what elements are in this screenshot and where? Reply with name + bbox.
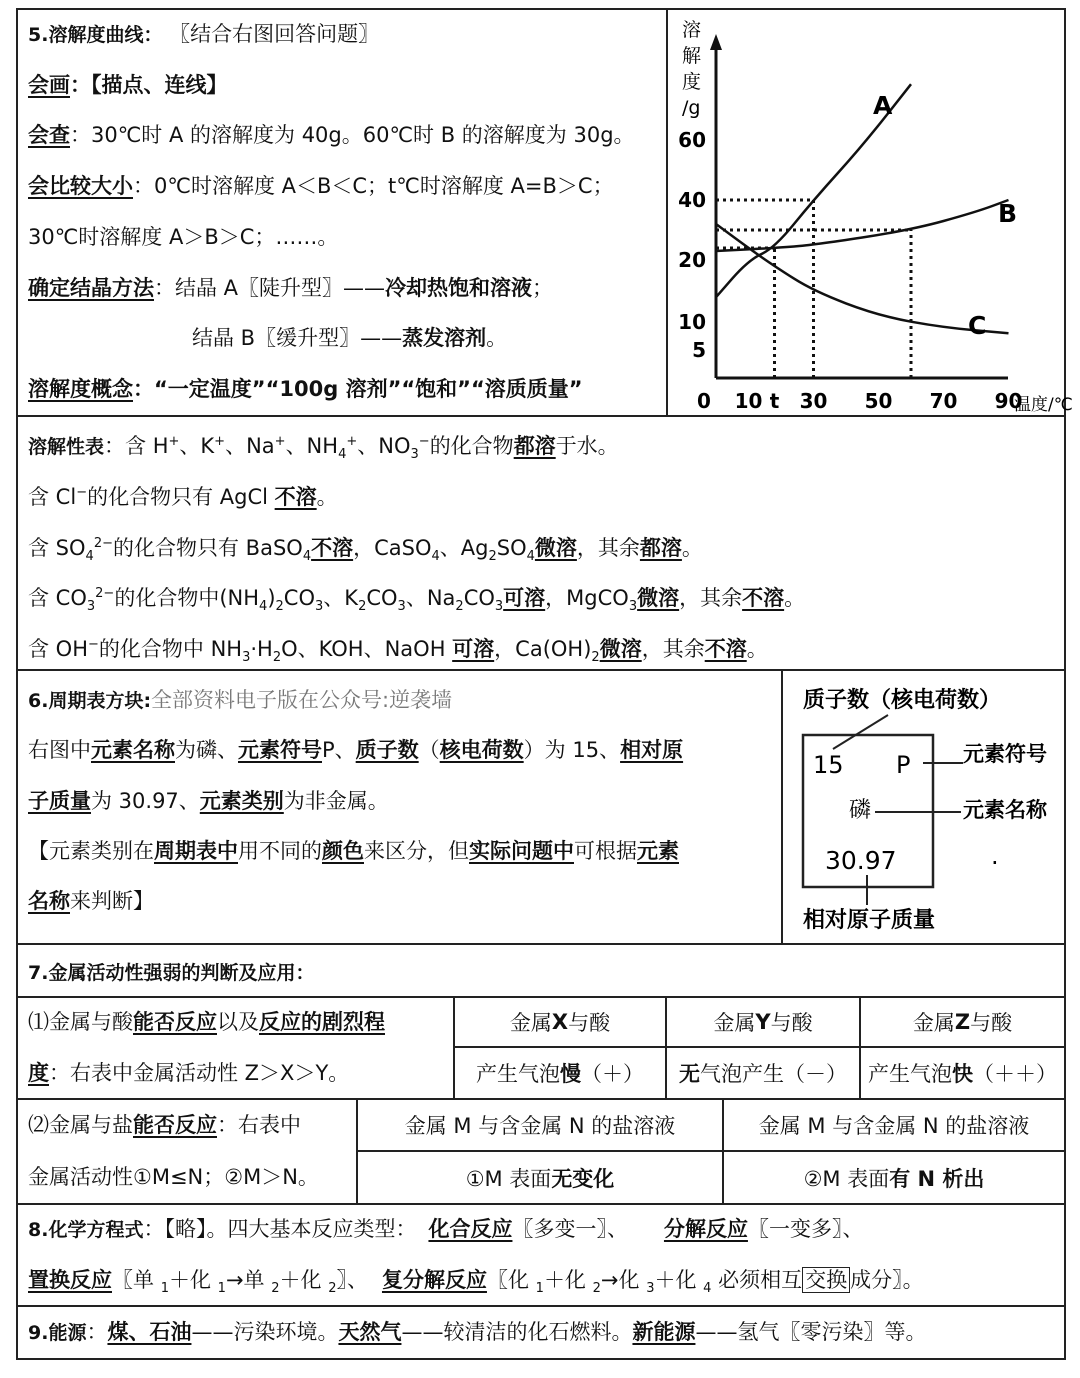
sol-l4-i: 可溶 <box>503 586 546 610</box>
sub-4: 4 <box>302 549 312 565</box>
sol-l4-n: 。 <box>784 586 806 610</box>
acid-r2-b: 气泡产生（－） <box>700 1062 847 1086</box>
s5-title-line <box>28 20 379 49</box>
s7-p1-f: ：右表中金属活动性 Z＞X＞Y。 <box>49 1061 350 1085</box>
s5-compare-line-2 <box>28 223 338 251</box>
s6-l2-b: 为 30.97、 <box>91 789 200 813</box>
sol-l4-k: 微溶 <box>637 586 680 610</box>
s7-p1-line-1 <box>28 1008 385 1036</box>
sol-l5-c: ·H <box>250 637 273 661</box>
s6-l1-b: 元素名称 <box>91 738 175 762</box>
s7-title-line <box>28 958 314 987</box>
s7-p2-a: ⑵金属与盐 <box>28 1113 133 1137</box>
sol-l3-c: 不溶 <box>311 536 354 560</box>
sol-l3-d: ，CaSO <box>353 536 432 560</box>
s7-p2-b: 能否反应 <box>133 1113 217 1137</box>
sub-3: 3 <box>315 599 324 615</box>
sol-l5-a: 含 OH <box>28 637 88 661</box>
tile-mass: 30.97 <box>825 846 897 875</box>
x-tick-label: 90 <box>994 389 1023 413</box>
sol-l5-g: 微溶 <box>599 637 642 661</box>
x-tick-label: 30 <box>799 389 828 413</box>
s6-l1-g: （ <box>418 738 440 762</box>
sol-l5-i: 不溶 <box>704 637 747 661</box>
s6-l2-c: 元素类别 <box>199 789 284 813</box>
y-axis-arrow <box>710 34 722 50</box>
solubility-chart <box>668 10 1073 415</box>
sol-l5-b: 的化合物中 NH <box>98 637 243 661</box>
s9-title: 9.能源 <box>28 1322 87 1344</box>
y-axis-label: 解 <box>682 45 702 67</box>
sub-3: 3 <box>494 599 504 615</box>
acid-h2-c: 与酸 <box>770 1011 813 1035</box>
s7-p2-line-2 <box>28 1163 319 1191</box>
acid-header-x <box>453 996 667 1048</box>
sol-l4-e: 、K <box>323 586 359 610</box>
s7-p1-e: 度 <box>28 1061 49 1085</box>
y-axis-label: /g <box>682 97 701 119</box>
s8-r3-d: ＋化 <box>279 1268 329 1292</box>
sol-l1-b: 、K <box>179 434 215 458</box>
sub-2: 2 <box>328 1281 337 1297</box>
acid-h3-a: 金属 <box>912 1011 955 1035</box>
s8-title: 8.化学方程式 <box>28 1219 144 1241</box>
sub-4: 4 <box>338 447 347 463</box>
s7-p2-line-1 <box>28 1111 301 1139</box>
tile-symbol: P <box>896 751 911 779</box>
acid-r3-b: 快 <box>952 1062 973 1086</box>
sub-1: 1 <box>535 1281 544 1297</box>
x-tick-label: t <box>769 389 780 413</box>
sol-l4-a: 含 CO <box>28 586 87 610</box>
s6-l4-b: 来判断】 <box>70 889 154 913</box>
acid-h2-a: 金属 <box>713 1011 756 1035</box>
sup-plus: + <box>214 434 226 449</box>
s6-title: 6.周期表方块: <box>28 690 152 712</box>
s6-title-line <box>28 686 452 715</box>
acid-header-z <box>859 996 1066 1048</box>
s5-concept-line <box>28 375 583 403</box>
s8-t1: ：【略】。四大基本反应类型： <box>143 1217 417 1241</box>
sol-line-2 <box>28 479 338 511</box>
acid-h1-c: 与酸 <box>568 1011 611 1035</box>
section-5-text-box <box>16 8 668 417</box>
s5-draw-label: 会画 <box>28 73 70 97</box>
tile-symbol-label: 元素符号 <box>963 742 1047 766</box>
s6-l1-d: 元素符号 <box>238 738 322 762</box>
s9-e2-note: ——较清洁的化石燃料。 <box>401 1320 633 1344</box>
s5-check-line <box>28 121 635 149</box>
s9-line <box>28 1318 926 1347</box>
s8-r2: 分解反应 <box>663 1217 748 1241</box>
s6-l3-d: 颜色 <box>322 839 364 863</box>
s5-cryst-a-end: ； <box>532 276 554 300</box>
s8-r4-a: 〖化 <box>486 1268 536 1292</box>
s6-line-3 <box>28 837 679 865</box>
tile-name-label: 元素名称 <box>963 798 1047 822</box>
sol-l5-f: ，Ca(OH) <box>494 637 592 661</box>
sub-2: 2 <box>358 599 367 615</box>
acid-r2-a: 无 <box>679 1062 700 1086</box>
s8-r3-e: 〗、 <box>336 1268 368 1292</box>
s5-cryst-b-method: 蒸发溶剂 <box>402 326 487 350</box>
salt-r2-b: 有 N 析出 <box>889 1166 985 1191</box>
sol-l4-j: ，MgCO <box>545 586 629 610</box>
sub-3: 3 <box>628 599 638 615</box>
s6-l1-e: P、 <box>322 738 356 762</box>
s5-title-note: 〖结合右图回答问题〗 <box>169 22 380 46</box>
sol-l3-a: 含 SO <box>28 536 86 560</box>
sub-4: 4 <box>85 549 94 565</box>
s8-r3-c: →单 <box>225 1268 272 1292</box>
sub-3: 3 <box>410 447 419 463</box>
sol-l3-h: ，其余 <box>576 536 640 560</box>
sol-l5-h: ，其余 <box>641 637 705 661</box>
s6-line-1 <box>28 736 683 764</box>
s8-r2-note: 〖一变多〗、 <box>747 1217 864 1241</box>
s6-l2-d: 为非金属。 <box>283 789 389 813</box>
s7-title: 7.金属活动性强弱的判断及应用： <box>28 962 315 984</box>
y-tick-label: 20 <box>678 248 706 272</box>
sub-4: 4 <box>259 599 268 615</box>
s7-p1-b: 能否反应 <box>133 1010 217 1034</box>
s9-t1: ： <box>86 1320 108 1344</box>
s5-compare-label: 会比较大小 <box>28 174 133 198</box>
y-tick-label: 10 <box>678 310 706 334</box>
sub-2: 2 <box>275 599 284 615</box>
sub-2: 2 <box>272 650 282 666</box>
s5-compare-line <box>28 172 614 200</box>
x-tick-label: 0 <box>697 389 711 413</box>
s5-compare-text: ：0℃时溶解度 A＜B＜C；t℃时溶解度 A=B＞C； <box>133 174 614 198</box>
s7-p1-c: 以及 <box>217 1010 259 1034</box>
acid-r3-a: 产生气泡 <box>868 1062 952 1086</box>
series-label-A: A <box>873 91 893 120</box>
sol-l4-g: 、Na <box>405 586 456 610</box>
s6-l1-c: 为磷、 <box>175 738 238 762</box>
s8-line-1 <box>28 1215 863 1244</box>
sub-4: 4 <box>526 549 535 565</box>
sol-l3-b: 的化合物只有 BaSO <box>113 536 303 560</box>
sub-4: 4 <box>431 549 440 565</box>
element-tile-diagram <box>783 671 1064 943</box>
s5-title: 5.溶解度曲线： <box>28 24 163 46</box>
salt-result-1 <box>356 1150 724 1205</box>
acid-h3-b: Z <box>954 1010 971 1034</box>
series-label-B: B <box>998 199 1018 228</box>
s8-line-2 <box>28 1266 924 1303</box>
sup-minus: − <box>76 485 88 500</box>
s6-l1-a: 右图中 <box>28 738 91 762</box>
s9-e2: 天然气 <box>338 1320 402 1344</box>
sol-l2-d: 。 <box>316 485 338 509</box>
sub-2: 2 <box>271 1281 280 1297</box>
sup-minus: − <box>418 434 430 449</box>
s5-concept-label: 溶解度概念 <box>28 377 133 401</box>
sol-l1-e: 、NO <box>357 434 411 458</box>
sol-l4-h: CO <box>463 586 495 610</box>
s8-r4-f: 成分〗。 <box>850 1268 924 1292</box>
sub-3: 3 <box>646 1281 655 1297</box>
s5-check-label: 会查 <box>28 123 70 147</box>
s6-l3-g: 可根据 <box>574 839 637 863</box>
s6-l3-h: 元素 <box>637 839 679 863</box>
sol-l1-f: 的化合物 <box>429 434 514 458</box>
sol-l1-c: 、Na <box>225 434 275 458</box>
s7-p2-c: ：右表中 <box>217 1113 301 1137</box>
tile-number-pointer <box>833 715 888 749</box>
sol-l3-g: 微溶 <box>534 536 577 560</box>
sol-l5-j: 。 <box>746 637 768 661</box>
tile-number: 15 <box>813 751 844 779</box>
acid-result-y <box>665 1046 861 1100</box>
sup-2minus: 2− <box>95 586 115 601</box>
sol-l4-f: CO <box>366 586 398 610</box>
s6-l3-b: 周期表中 <box>154 839 238 863</box>
s5-cryst-label: 确定结晶方法 <box>28 276 154 300</box>
s5-cryst-a-line <box>28 274 553 302</box>
y-tick-label: 5 <box>692 338 706 362</box>
sup-minus: − <box>88 637 99 652</box>
x-tick-label: 10 <box>734 389 763 413</box>
sol-l1-d: 、NH <box>285 434 339 458</box>
sol-line-5 <box>28 631 768 672</box>
sub-3: 3 <box>242 650 251 666</box>
sol-l3-j: 。 <box>681 536 703 560</box>
x-tick-label: 50 <box>864 389 893 413</box>
s9-e3-note: ——氢气〖零污染〗等。 <box>695 1320 927 1344</box>
sol-l4-b: 的化合物中(NH <box>114 586 260 610</box>
sol-l4-m: 不溶 <box>742 586 785 610</box>
s8-r3-b: ＋化 <box>168 1268 218 1292</box>
s6-l1-f: 质子数 <box>355 738 419 762</box>
s6-l3-c: 用不同的 <box>238 839 322 863</box>
sol-line-1 <box>28 428 619 469</box>
sol-l2-c: 不溶 <box>274 485 317 509</box>
s8-r4-d: ＋化 <box>654 1268 704 1292</box>
s5-cryst-b: 结晶 B〖缓升型〗—— <box>192 326 403 350</box>
s5-concept-text: ：“一定温度”“100g 溶剂”“饱和”“溶质质量” <box>133 377 583 401</box>
s5-cryst-a-method: 冷却热饱和溶液 <box>385 276 533 300</box>
s7-p2-d: 金属活动性①M≤N；②M＞N。 <box>28 1165 319 1189</box>
salt-r1-b: 无变化 <box>551 1166 615 1191</box>
s8-r1-note: 〖多变一〗、 <box>512 1217 628 1241</box>
s6-watermark: 全部资料电子版在公众号:逆袭墙 <box>151 688 453 712</box>
s6-l1-h: 核电荷数 <box>439 738 524 762</box>
y-tick-label: 40 <box>678 188 706 212</box>
s8-r4-b: ＋化 <box>543 1268 593 1292</box>
s6-l1-i: ）为 15、 <box>523 738 621 762</box>
y-tick-label: 60 <box>678 128 706 152</box>
s7-p1-d: 反应的剧烈程 <box>259 1010 385 1034</box>
s5-compare-text-2: 30℃时溶解度 A＞B＞C；……。 <box>28 225 339 249</box>
s9-e1-note: ——污染环境。 <box>191 1320 339 1344</box>
series-label-C: C <box>968 311 987 340</box>
sub-4: 4 <box>703 1281 712 1297</box>
s8-r3: 置换反应 <box>28 1268 112 1292</box>
acid-h3-c: 与酸 <box>970 1011 1013 1035</box>
s8-r4-e: 必须相互 <box>711 1268 803 1292</box>
s7-p1-line-2 <box>28 1059 349 1087</box>
sol-l1-h: 于水。 <box>555 434 619 458</box>
sol-label: 溶解性表 <box>28 436 105 458</box>
s5-draw-line <box>28 71 228 99</box>
s6-l4-a: 名称 <box>28 889 70 913</box>
s8-r3-a: 〖单 <box>112 1268 161 1292</box>
sol-l3-i: 都溶 <box>639 536 682 560</box>
sol-l3-e: 、Ag <box>439 536 489 560</box>
sol-l5-d: O、KOH、NaOH <box>281 637 453 661</box>
sup-plus: + <box>346 434 358 449</box>
acid-r3-c: （＋＋） <box>973 1062 1057 1086</box>
y-axis-label: 溶 <box>682 19 702 41</box>
s5-check-text: ：30℃时 A 的溶解度为 40g。60℃时 B 的溶解度为 30g。 <box>70 123 635 147</box>
s5-cryst-a: ：结晶 A〖陡升型〗—— <box>154 276 386 300</box>
s6-l3-a: 【元素类别在 <box>28 839 154 863</box>
sol-l4-c: ) <box>267 586 276 610</box>
acid-r1-c: （＋） <box>581 1062 644 1086</box>
sub-1: 1 <box>160 1281 169 1297</box>
series-curve-B <box>716 200 1009 251</box>
sub-2: 2 <box>488 549 497 565</box>
s8-r4-c: →化 <box>600 1268 647 1292</box>
acid-r1-a: 产生气泡 <box>476 1062 560 1086</box>
tile-name: 磷 <box>849 798 872 823</box>
acid-h1-a: 金属 <box>509 1011 552 1035</box>
salt-h2: 金属 M 与含金属 N 的盐溶液 <box>758 1114 1030 1138</box>
sol-l4-d: CO <box>283 586 315 610</box>
sol-l5-e: 可溶 <box>452 637 495 661</box>
sub-1: 1 <box>217 1281 226 1297</box>
tile-dot: · <box>991 849 999 877</box>
sol-l2-a: 含 Cl <box>28 485 77 509</box>
s8-r4-boxed: 交换 <box>802 1267 850 1293</box>
s6-l3-f: 实际问题中 <box>469 839 574 863</box>
acid-result-x <box>453 1046 667 1100</box>
y-axis-label: 度 <box>682 71 702 93</box>
salt-h1: 金属 M 与含金属 N 的盐溶液 <box>404 1114 676 1138</box>
tile-mass-label: 相对原子质量 <box>803 908 936 933</box>
acid-h1-b: X <box>551 1010 569 1034</box>
tile-top-label: 质子数（核电荷数） <box>803 688 1002 713</box>
s5-cryst-b-line <box>192 324 507 352</box>
acid-r1-b: 慢 <box>560 1062 581 1086</box>
acid-h2-b: Y <box>755 1010 771 1034</box>
s7-p1-a: ⑴金属与酸 <box>28 1010 133 1034</box>
sub-3: 3 <box>397 599 406 615</box>
sub-2: 2 <box>592 1281 601 1297</box>
sup-plus: + <box>168 434 180 449</box>
series-curve-C <box>716 224 1009 333</box>
salt-r1-a: ①M 表面 <box>465 1166 552 1191</box>
s6-line-4 <box>28 887 154 915</box>
s9-e3: 新能源 <box>632 1320 696 1344</box>
sup-plus: + <box>274 434 286 449</box>
sol-line-4 <box>28 580 805 621</box>
s6-line-2 <box>28 787 389 815</box>
salt-r2-a: ②M 表面 <box>803 1166 890 1191</box>
s5-draw-text: ：【描点、连线】 <box>70 73 228 97</box>
s6-l2-a: 子质量 <box>28 789 91 813</box>
sol-l4-l: ，其余 <box>679 586 743 610</box>
sol-l3-f: SO <box>496 536 527 560</box>
s8-r4: 复分解反应 <box>381 1268 487 1292</box>
s9-e1: 煤、石油 <box>107 1320 192 1344</box>
x-axis-label: 温度/℃ <box>1014 395 1073 415</box>
s6-l3-e: 来区分，但 <box>364 839 469 863</box>
salt-header-2 <box>722 1098 1066 1152</box>
x-tick-label: 70 <box>929 389 958 413</box>
sol-l2-b: 的化合物只有 AgCl <box>87 485 275 509</box>
acid-result-z <box>859 1046 1066 1100</box>
salt-header-1 <box>356 1098 724 1152</box>
sup-2minus: 2− <box>93 536 113 551</box>
sol-l1-a: ：含 H <box>104 434 169 458</box>
sol-l1-g: 都溶 <box>513 434 556 458</box>
s8-r1: 化合反应 <box>428 1217 513 1241</box>
s6-l1-j: 相对原 <box>620 738 684 762</box>
sub-2: 2 <box>455 599 464 615</box>
acid-header-y <box>665 996 861 1048</box>
sub-2: 2 <box>591 650 600 666</box>
sub-3: 3 <box>86 599 96 615</box>
salt-result-2 <box>722 1150 1066 1205</box>
s5-cryst-b-end: 。 <box>486 326 508 350</box>
sol-line-3 <box>28 530 703 571</box>
